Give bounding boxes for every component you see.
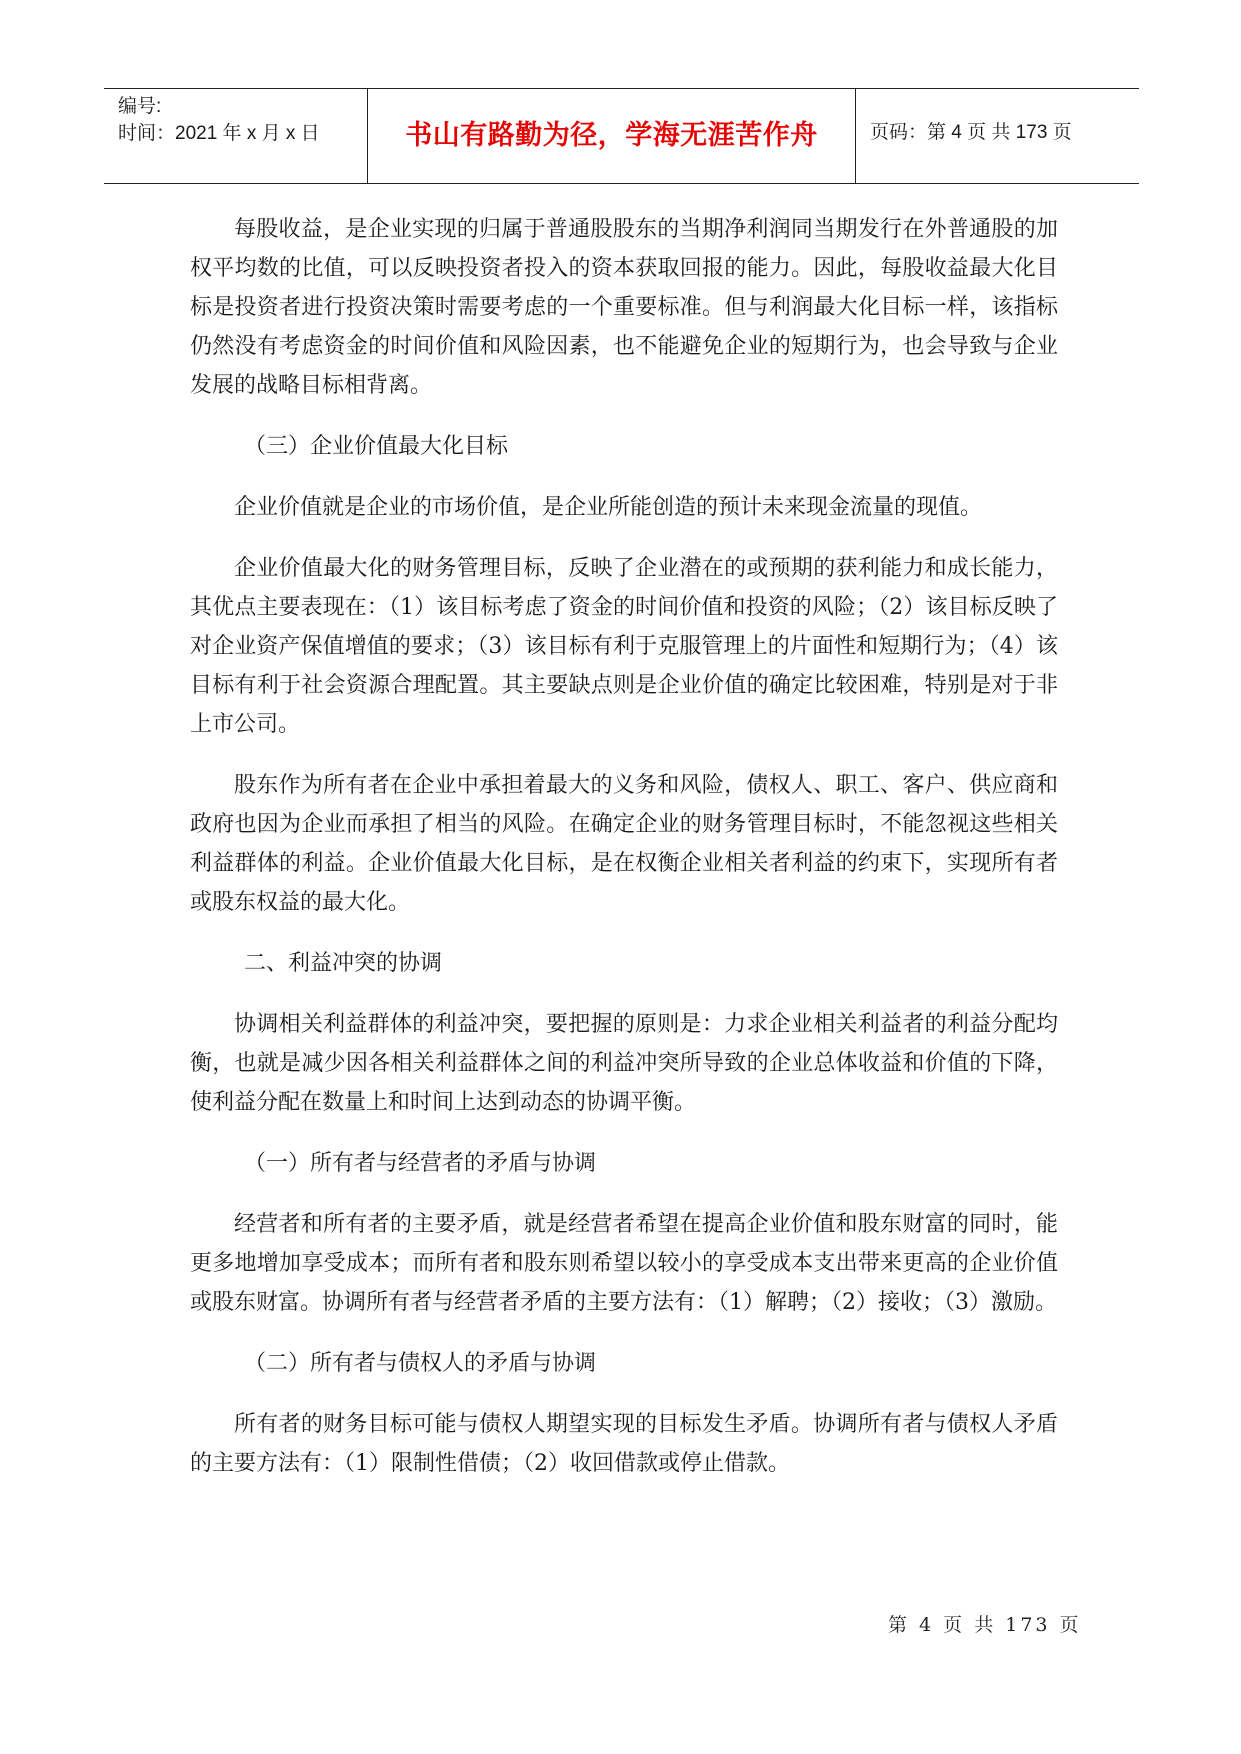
paragraph-enterprise-value-def: 企业价值就是企业的市场价值，是企业所能创造的预计未来现金流量的现值。	[234, 495, 983, 520]
paragraph-eps: 每股收益，是企业实现的归属于普通股股东的当期净利润同当期发行在外普通股的加权平均数的比值，可以反映投资者投入的资本获取回报的能力。因此，每股收益最大化目标是投资者进行投资决策时需要考虑的一个重要标准。但与利润最大化目标一样，该指标仍然没有考虑资金的时间价值和风险因素，也不能避免企业的短期行为，也会导致与企业发展的战略目标相背离。	[190, 217, 1058, 398]
header-meta-cell	[104, 89, 368, 183]
paragraph-shareholders: 股东作为所有者在企业中承担着最大的义务和风险，债权人、职工、客户、供应商和政府也因为企业而承担了相当的风险。在确定企业的财务管理目标时，不能忽视这些相关利益群体的利益。企业价值最大化目标，是在权衡企业相关者利益的约束下，实现所有者或股东权益的最大化。	[190, 773, 1058, 915]
heading-owner-creditor: （二）所有者与债权人的矛盾与协调	[244, 1351, 597, 1376]
paragraph-enterprise-value-pros: 企业价值最大化的财务管理目标，反映了企业潜在的或预期的获利能力和成长能力，其优点主要表现在：（1）该目标考虑了资金的时间价值和投资的风险；（2）该目标反映了对企业资产保值增值的要求；（3）该目标有利于克服管理上的片面性和短期行为；（4）该目标有利于社会资源合理配置。其主要缺点则是企业价值的确定比较困难，特别是对于非上市公司。	[190, 556, 1058, 737]
page-label: 页码：第 4 页 共 173 页	[870, 121, 1072, 143]
paragraph-coordination-principle: 协调相关利益群体的利益冲突，要把握的原则是：力求企业相关利益者的利益分配均衡，也就是减少因各相关利益群体之间的利益冲突所导致的企业总体收益和价值的下降，使利益分配在数量上和时间上达到动态的协调平衡。	[190, 1012, 1058, 1115]
motto-text: 书山有路勤为径，学海无涯苦作舟	[405, 119, 818, 150]
heading-enterprise-value: （三）企业价值最大化目标	[244, 434, 509, 459]
heading-owner-manager: （一）所有者与经营者的矛盾与协调	[244, 1151, 597, 1176]
header-page-cell	[856, 83, 1139, 177]
time-label: 时间：2021 年 x 月 x 日	[118, 123, 320, 144]
header-motto-cell	[368, 89, 856, 183]
header-table	[104, 88, 1139, 184]
body-content	[190, 210, 1058, 1483]
paragraph-owner-creditor: 所有者的财务目标可能与债权人期望实现的目标发生矛盾。协调所有者与债权人矛盾的主要方法有：（1）限制性借债；（2）收回借款或停止借款。	[190, 1412, 1058, 1476]
number-label: 编号:	[118, 96, 162, 117]
page-footer: 第 4 页 共 173 页	[888, 1614, 1082, 1636]
heading-conflict-coordination: 二、利益冲突的协调	[244, 951, 443, 976]
paragraph-owner-manager: 经营者和所有者的主要矛盾，就是经营者希望在提高企业价值和股东财富的同时，能更多地增加享受成本；而所有者和股东则希望以较小的享受成本支出带来更高的企业价值或股东财富。协调所有者与经营者矛盾的主要方法有：（1）解聘；（2）接收；（3）激励。	[190, 1212, 1058, 1315]
